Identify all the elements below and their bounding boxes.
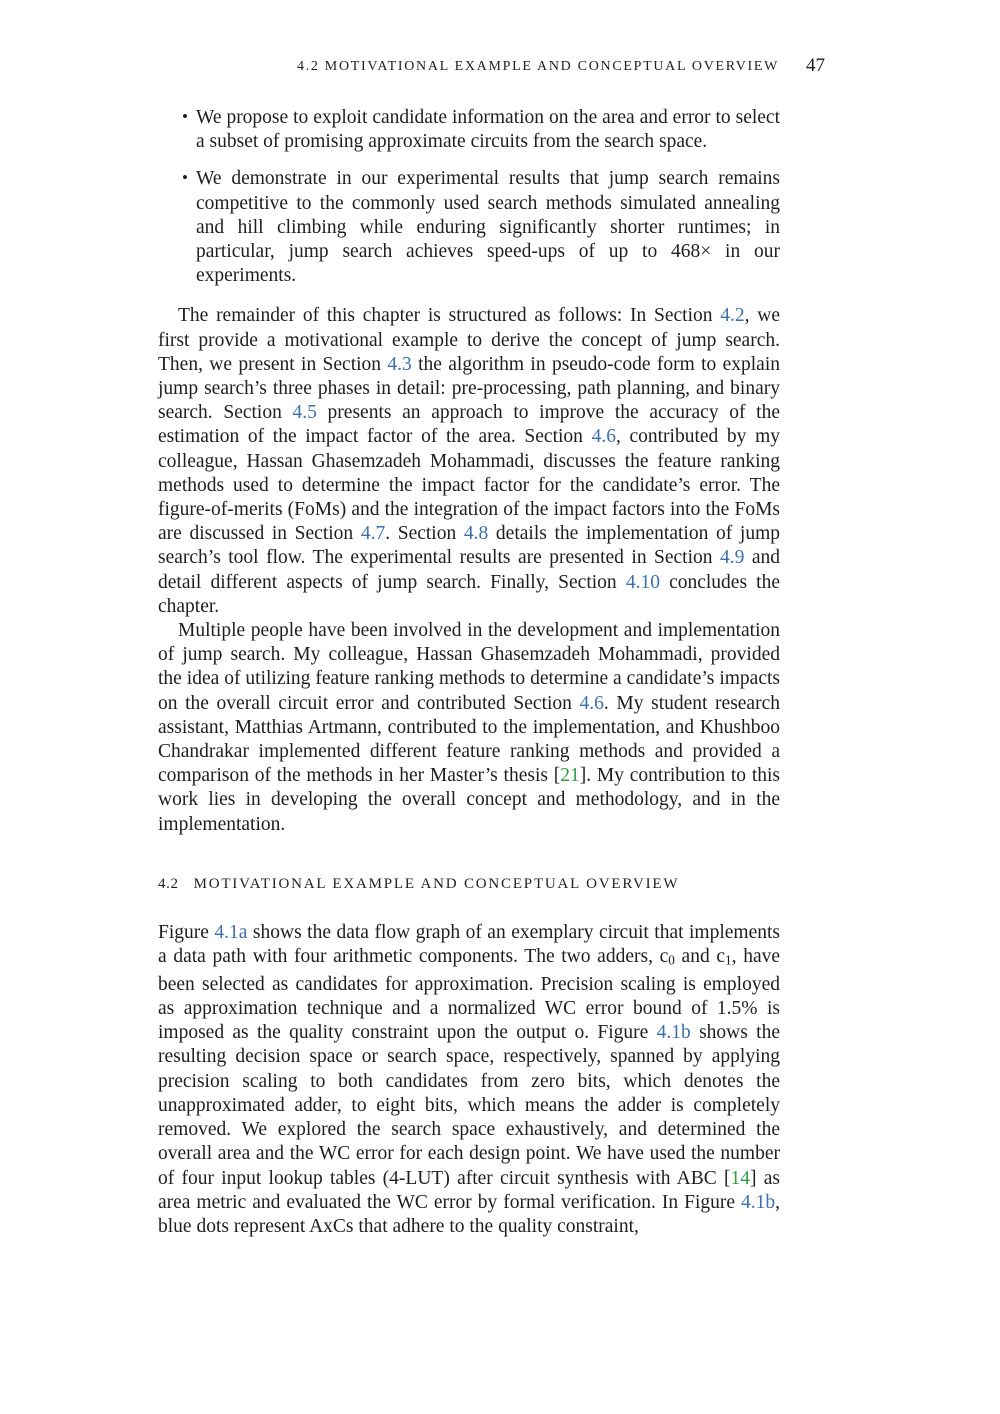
- text-run: , we first provide a motivational example to derive the concept of jump search. Then, we present in Section: [158, 305, 780, 375]
- citation-link[interactable]: 21: [560, 765, 580, 787]
- text-run: We demonstrate in our experimental results that jump search remains competitive to the commonly used search methods simulated annealing and hill climbing while enduring significantly shorter runtimes; in particular, jump search achieves speed-ups of up to 468× in our experiments.: [196, 168, 780, 287]
- page-number: 47: [806, 55, 825, 76]
- text-run: Multiple people have been involved in the development and implementation of jump search. My colleague, Hassan Ghasemzadeh Mohammadi, provided the idea of utilizing feature ranking methods to determine a candidate’s impacts on the overall circuit error and contributed Section: [158, 620, 780, 714]
- cross-reference-link[interactable]: 4.5: [292, 402, 317, 424]
- text-run: Figure: [158, 922, 215, 944]
- text-run: c: [716, 946, 726, 968]
- bullet-icon: •: [182, 168, 188, 188]
- paragraph-motivational-example: [158, 921, 780, 1239]
- text-run: , blue dots represent AxCs that adhere to the quality constraint,: [158, 1191, 780, 1237]
- section-heading: [158, 872, 780, 896]
- cross-reference-link[interactable]: 4.1a: [214, 922, 248, 944]
- cross-reference-link[interactable]: 4.2: [720, 305, 745, 327]
- section-title: MOTIVATIONAL EXAMPLE AND CONCEPTUAL OVERVIEW: [193, 875, 680, 892]
- bullet-item: [158, 167, 780, 288]
- subscript-text: 0: [668, 952, 675, 968]
- paragraph-chapter-structure: [158, 304, 780, 619]
- cross-reference-link[interactable]: 4.6: [591, 426, 616, 448]
- section-number: 4.2: [158, 875, 179, 892]
- cross-reference-link[interactable]: 4.8: [463, 523, 489, 545]
- text-run: and detail different aspects of jump search. Finally, Section: [158, 547, 780, 593]
- bullet-text: [196, 107, 780, 152]
- text-run: The remainder of this chapter is structured as follows: In Section: [178, 305, 721, 327]
- text-run: ] as area metric and evaluated the WC error by formal verification. In Figure: [158, 1167, 780, 1213]
- text-run: , have been selected as candidates for approximation. Precision scaling is employed as approximation technique and a normalized WC error bound of 1.5% is imposed as the quality constraint upon the output o. Figure: [158, 946, 781, 1044]
- text-run: shows the data flow graph of an exemplary circuit that implements a data path with four arithmetic components. The two adders,: [158, 922, 780, 968]
- text-run: and: [674, 946, 717, 968]
- bullet-icon: •: [182, 107, 188, 126]
- text-run: details the implementation of jump search’s tool flow. The experimental results are presented in Section: [158, 523, 780, 569]
- subscript-text: 1: [725, 952, 732, 968]
- cross-reference-link[interactable]: 4.10: [625, 571, 660, 593]
- text-run: We propose to exploit candidate information on the area and error to select a subset of promising approximate circuits from the search space.: [196, 107, 780, 153]
- cross-reference-link[interactable]: 4.1b: [741, 1191, 776, 1213]
- text-run: shows the resulting decision space or search space, respectively, spanned by applying precision scaling to both candidates from zero bits, which denotes the unapproximated adder, to eight bits, which means the adder is completely removed. We explored the search space exhaustively, and determined the overall area and the WC error for each design point. We have used the number of four input lookup tables (4-LUT) after circuit synthesis with ABC [: [158, 1022, 780, 1189]
- cross-reference-link[interactable]: 4.1b: [656, 1022, 691, 1044]
- bullet-item: [158, 106, 780, 154]
- content-column: [158, 106, 780, 1239]
- bullet-text: [196, 168, 780, 286]
- contribution-bullet-list: [158, 106, 780, 288]
- text-run: the algorithm in pseudo-code form to explain jump search’s three phases in detail: pre-processing, path planning, and binary search. Section: [158, 353, 780, 424]
- text-run: concludes the chapter.: [158, 571, 780, 617]
- text-run: . My student research assistant, Matthias Artmann, contributed to the implementation, and Khushboo Chandrakar implemented different feature ranking methods and provided a comparison of the methods in her Master’s thesis [: [158, 692, 780, 787]
- text-run: . Section: [385, 523, 464, 545]
- citation-link[interactable]: 14: [730, 1167, 750, 1189]
- text-run: ]. My contribution to this work lies in developing the overall concept and methodology, and in the implementation.: [158, 765, 780, 835]
- text-run: presents an approach to improve the accuracy of the estimation of the impact factor of the area. Section: [158, 402, 780, 448]
- cross-reference-link[interactable]: 4.9: [720, 547, 745, 569]
- text-run: , contributed by my colleague, Hassan Ghasemzadeh Mohammadi, discusses the feature ranking methods used to determine the impact factor for the candidate’s error. The figure-of-merits (FoMs) and the integration of the impact factors into the FoMs are discussed in Section: [158, 426, 780, 545]
- cross-reference-link[interactable]: 4.3: [387, 353, 412, 375]
- cross-reference-link[interactable]: 4.6: [579, 692, 604, 714]
- text-run: c: [659, 946, 669, 968]
- cross-reference-link[interactable]: 4.7: [360, 523, 386, 545]
- paragraph-contributors: [158, 619, 780, 837]
- running-header-title: 4.2 MOTIVATIONAL EXAMPLE AND CONCEPTUAL OVERVIEW: [297, 59, 780, 74]
